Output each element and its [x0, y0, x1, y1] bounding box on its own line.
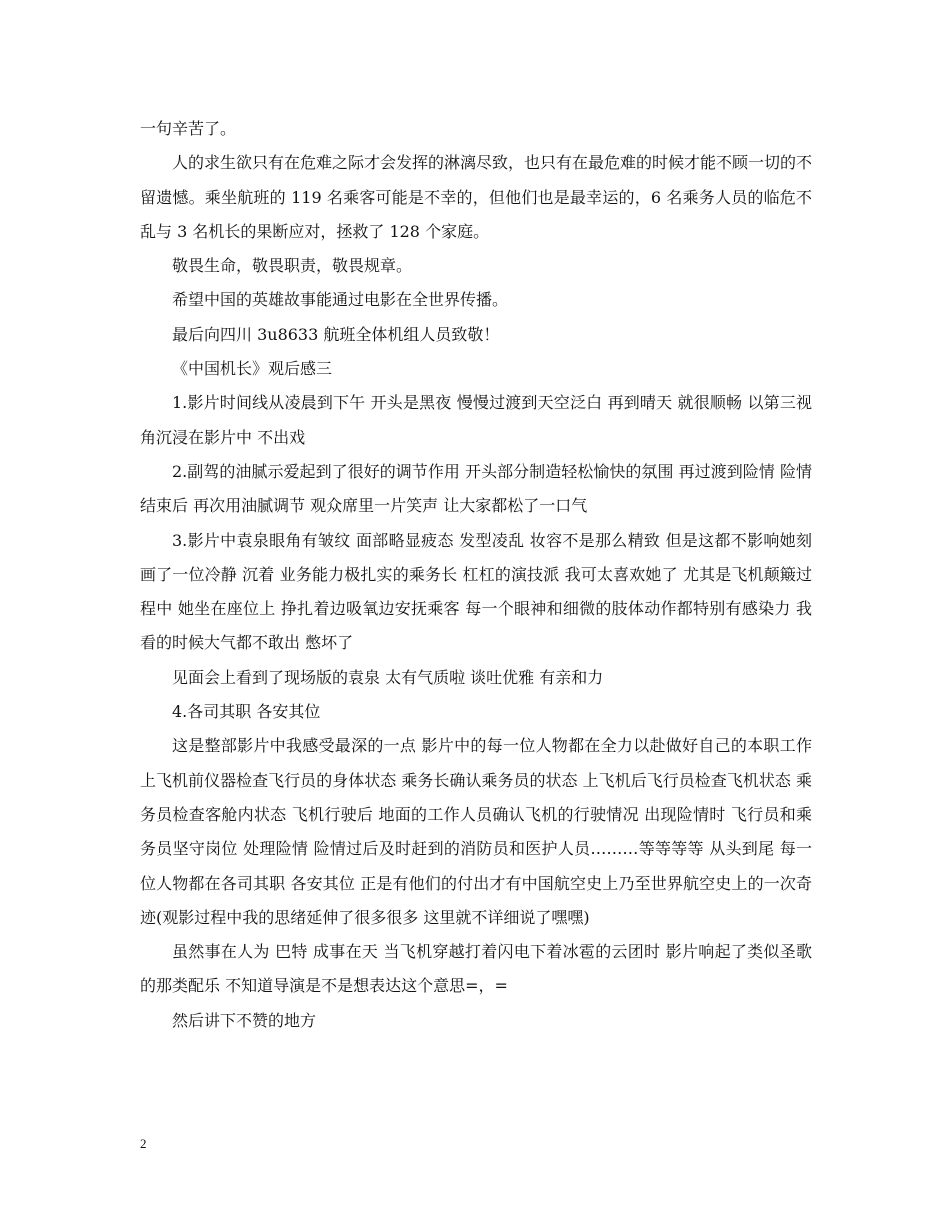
- paragraph: 敬畏生命，敬畏职责，敬畏规章。: [172, 256, 413, 276]
- paragraph: 3.影片中袁泉眼角有皱纹 面部略显疲态 发型凌乱 妆容不是那么精致 但是这都不影响她刻画了一位冷静 沉着 业务能力极扎实的乘务长 杠杠的演技派 我可太喜欢她了 尤其是飞机颠簸过程中 她坐在座位上 挣扎着边吸氧边安抚乘客 每一个眼神和细微的肢体动作都特别有感染力 我看的时候大气都不敢出 憋坏了: [140, 530, 812, 653]
- paragraph: 这是整部影片中我感受最深的一点 影片中的每一位人物都在全力以赴做好自己的本职工作 上飞机前仪器检查飞行员的身体状态 乘务长确认乘务员的状态 上飞机后飞行员检查飞机状态 乘务员检查客舱内状态 飞机行驶后 地面的工作人员确认飞机的行驶情况 出现险情时 飞行员和乘务员坚守岗位 处理险情 险情过后及时赶到的消防员和医护人员………等等等等 从头到尾 每一位人物都在各司其职 各安其位 正是有他们的付出才有中国航空史上乃至世界航空史上的一次奇迹(观影过程中我的思绪延伸了很多很多 这里就不详细说了嘿嘿): [140, 736, 812, 927]
- document-body: [140, 112, 812, 1038]
- paragraph: 最后向四川 3u8633 航班全体机组人员致敬！: [172, 324, 500, 344]
- paragraph: 希望中国的英雄故事能通过电影在全世界传播。: [172, 290, 509, 310]
- paragraph: 4.各司其职 各安其位: [172, 702, 321, 722]
- paragraph: 2.副驾的油腻示爱起到了很好的调节作用 开头部分制造轻松愉快的氛围 再过渡到险情 险情结束后 再次用油腻调节 观众席里一片笑声 让大家都松了一口气: [140, 461, 812, 516]
- paragraph: 一句辛苦了。: [140, 119, 237, 138]
- paragraph: 人的求生欲只有在危难之际才会发挥的淋漓尽致，也只有在最危难的时候才能不顾一切的不留遗憾。乘坐航班的 119 名乘客可能是不幸的，但他们也是最幸运的，6 名乘务人员的临危不乱与 3 名机长的果断应对，拯救了 128 个家庭。: [140, 153, 813, 241]
- paragraph: 见面会上看到了现场版的袁泉 太有气质啦 谈吐优雅 有亲和力: [172, 667, 604, 687]
- paragraph: 《中国机长》观后感三: [172, 359, 333, 379]
- paragraph: 1.影片时间线从凌晨到下午 开头是黑夜 慢慢过渡到天空泛白 再到晴天 就很顺畅 以第三视角沉浸在影片中 不出戏: [140, 393, 812, 447]
- paragraph: 虽然事在人为 巴特 成事在天 当飞机穿越打着闪电下着冰雹的云团时 影片响起了类似圣歌的那类配乐 不知道导演是不是想表达这个意思=，=: [140, 942, 812, 996]
- paragraph: 然后讲下不赞的地方: [172, 1010, 317, 1030]
- page-number: 2: [140, 1136, 147, 1151]
